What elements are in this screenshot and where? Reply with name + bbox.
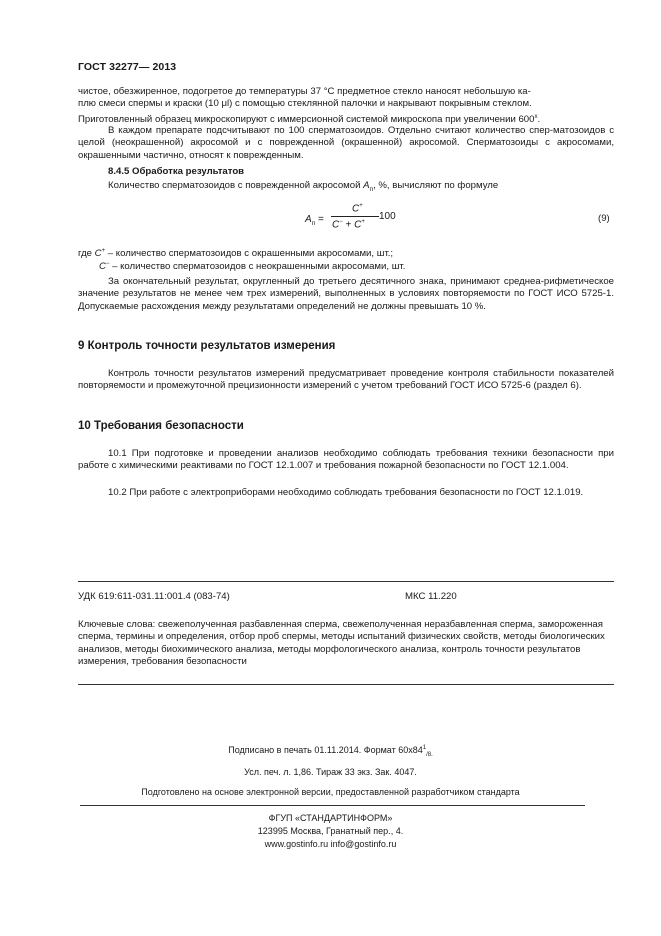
divider: [80, 805, 585, 806]
line-end: .: [537, 114, 541, 125]
section-10-p1: 10.1 При подготовке и проведении анализов необходимо соблюдать требования техники безопасности при работе с химическими реактивами по ГОСТ 12.1.007 и требования пожарной безопасности по ГОСТ 12.1.004.: [78, 448, 614, 472]
den2-var: C: [354, 219, 362, 231]
where-sym: C: [99, 261, 106, 273]
formula-factor: 100: [379, 211, 396, 222]
where-text: – количество сперматозоидов с неокрашенными акросомами, шт.: [109, 261, 406, 273]
paragraph-staining: [78, 86, 614, 126]
mks-code: МКС 11.220: [405, 591, 457, 602]
imprint-print: Усл. печ. л. 1,86. Тираж 33 экз. Зак. 4047.: [244, 767, 417, 777]
intro-text-end: , %, вычисляют по формуле: [373, 180, 499, 191]
imprint-signed: [78, 745, 583, 758]
imprint-org: ФГУП «СТАНДАРТИНФОРМ»: [268, 813, 393, 823]
lhs-var: A: [305, 214, 312, 225]
var-a-sub: п: [369, 185, 374, 193]
imprint-prepared: Подготовлено на основе электронной версии, предоставленной разработчиком стандарта: [141, 787, 520, 797]
magnification-sup: х: [534, 113, 538, 120]
var-a: A: [363, 180, 370, 191]
format-sup: 1: [422, 745, 427, 751]
den1-var: C: [332, 219, 340, 231]
where-prefix: где: [78, 248, 95, 260]
section-10-title: 10 Требования безопасности: [78, 420, 244, 432]
section-9-title: 9 Контроль точности результатов измерения: [78, 340, 336, 352]
den2-sup: +: [361, 219, 365, 225]
intro-text: Количество сперматозоидов с поврежденной акросомой: [108, 180, 364, 191]
where-text: – количество сперматозоидов с окрашенными акросомами, шт.;: [105, 248, 394, 260]
imprint-address: 123995 Москва, Гранатный пер., 4.: [257, 826, 404, 836]
keywords: Ключевые слова: свежеполученная разбавленная сперма, свежеполученная неразбавленная сперма, замороженная сперма, термины и определения, отбор проб спермы, методы испытаний физических свойств, методы биологических анализов, методы биохимического анализа, методы морфологического анализа, контроль точности результатов измерения, требования безопасности: [78, 619, 605, 668]
formula-9: [305, 203, 415, 237]
formula-intro: [108, 180, 498, 193]
where-line-1: [78, 248, 393, 259]
document-header: ГОСТ 32277— 2013: [78, 61, 177, 73]
formula-numerator: [352, 203, 363, 214]
subsection-8-4-5: 8.4.5 Обработка результатов: [108, 166, 245, 177]
lhs-sub: п: [311, 220, 316, 227]
line: плю смеси спермы и краски (10 μl) с помощью стеклянной палочки и накрывают покрывным стеклом.: [78, 98, 532, 110]
where-sup: +: [101, 248, 106, 254]
udk-code: УДК 619:611-031.11:001.4 (083-74): [78, 591, 230, 602]
where-sup: −: [105, 261, 110, 267]
line: чистое, обезжиренное, подогретое до температуры 37 °С предметное стекло наносят небольшую ка-: [78, 86, 531, 97]
format-sub: /8.: [426, 751, 433, 758]
divider: [78, 581, 614, 582]
section-10-p2: 10.2 При работе с электроприборами необходимо соблюдать требования безопасности по ГОСТ 12.1.019.: [108, 487, 584, 498]
where-line-2: [99, 261, 405, 272]
formula-number: (9): [598, 213, 610, 224]
fraction-bar: [331, 216, 379, 217]
section-9-text: Контроль точности результатов измерений предусматривает проведение контроля стабильности показателей повторяемости и промежуточной прецизионности измерений с учетом требований ГОСТ ИСО 5725-6 (раздел 6).: [78, 368, 614, 392]
signed-text: Подписано в печать 01.11.2014. Формат 60х84: [228, 745, 423, 755]
den1-sup: −: [339, 219, 343, 225]
formula-lhs: $A_п$ =: [305, 214, 324, 227]
num-var: C: [352, 203, 360, 215]
paragraph-count: В каждом препарате подсчитывают по 100 сперматозоидов. Отдельно считают количество спер-матозоидов с целой (неокрашенной) акросомой и с поврежденной (окрашенной) акросомой. Сперматозоиды с акросомами, окрашенными частично, относят к поврежденным.: [78, 125, 614, 161]
formula-denominator: [332, 219, 365, 230]
num-sup: +: [359, 203, 363, 209]
divider: [78, 684, 614, 685]
where-sym: C: [94, 248, 102, 260]
line-text: Приготовленный образец микроскопируют с иммерсионной системой микроскопа при увеличении 600: [78, 114, 535, 125]
den-plus: +: [345, 219, 352, 231]
paragraph-final-result: За окончательный результат, округленный до третьего десятичного знака, принимают среднеа-рифметическое значение результатов не менее чем трех измерений, выполненных в условиях повторяемости по ГОСТ ИСО 5725-1. Допускаемые расхождения между результатами определений не должны превышать 10 %.: [78, 276, 614, 312]
imprint-web: www.gostinfo.ru info@gostinfo.ru: [264, 839, 397, 849]
